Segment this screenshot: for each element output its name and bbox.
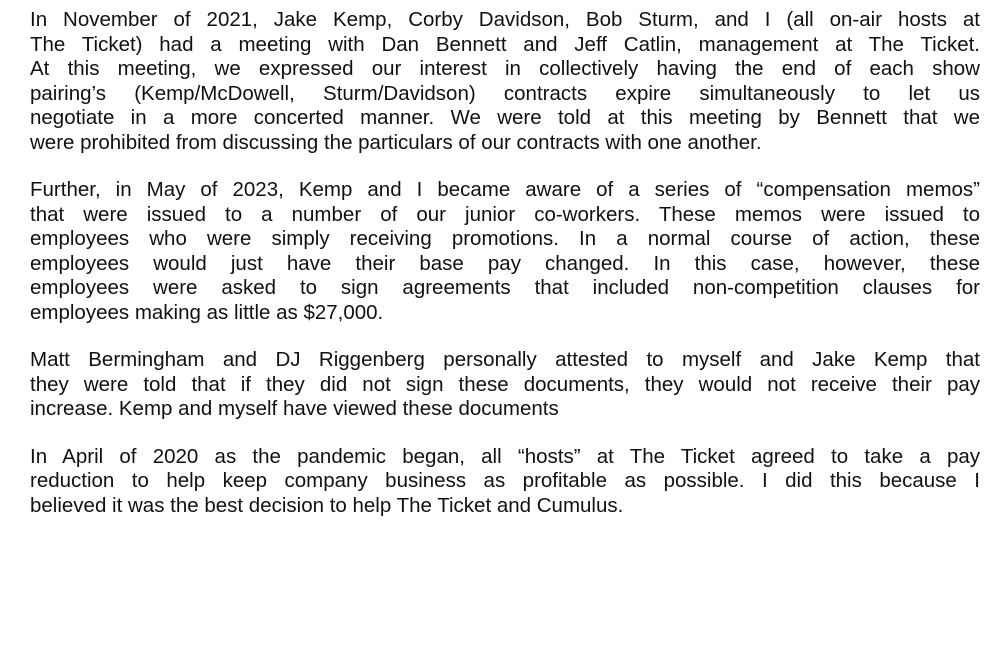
text-line: pairing’s (Kemp/McDowell, Sturm/Davidson) contracts expire simultaneously to let us — [30, 81, 980, 105]
document-page — [30, 8, 980, 541]
text-line: believed it was the best decision to help The Ticket and Cumulus. — [30, 493, 624, 517]
paragraph-attestation — [30, 348, 980, 422]
paragraph-compensation-memos — [30, 178, 980, 325]
text-line: they were told that if they did not sign these documents, they would not receive their pay — [30, 372, 980, 396]
paragraph-pay-reduction-2020 — [30, 445, 980, 519]
text-line: employees were asked to sign agreements that included non-competition clauses for — [30, 276, 980, 299]
paragraph-meeting-2021 — [30, 8, 980, 155]
text-line: that were issued to a number of our junior co-workers. These memos were issued to — [30, 202, 980, 226]
text-line: Further, in May of 2023, Kemp and I became aware of a series of “compensation memos” — [30, 178, 980, 201]
text-line: The Ticket) had a meeting with Dan Bennett and Jeff Catlin, management at The Ticket. — [30, 32, 980, 56]
text-line: increase. Kemp and myself have viewed these documents — [30, 397, 559, 420]
text-line: In November of 2021, Jake Kemp, Corby Davidson, Bob Sturm, and I (all on-air hosts at — [30, 8, 980, 31]
text-line: were prohibited from discussing the particulars of our contracts with one another. — [30, 130, 762, 154]
text-line: reduction to help keep company business as profitable as possible. I did this because I — [30, 469, 980, 492]
text-line: negotiate in a more concerted manner. We were told at this meeting by Bennett that we — [30, 106, 980, 129]
text-line: employees making as little as $27,000. — [30, 300, 384, 324]
text-line: Matt Bermingham and DJ Riggenberg personally attested to myself and Jake Kemp that — [30, 348, 980, 371]
text-line: employees would just have their base pay changed. In this case, however, these — [30, 251, 980, 275]
text-line: At this meeting, we expressed our interest in collectively having the end of each show — [30, 57, 980, 80]
text-line: In April of 2020 as the pandemic began, all “hosts” at The Ticket agreed to take a pay — [30, 444, 980, 468]
text-line: employees who were simply receiving promotions. In a normal course of action, these — [30, 227, 980, 250]
